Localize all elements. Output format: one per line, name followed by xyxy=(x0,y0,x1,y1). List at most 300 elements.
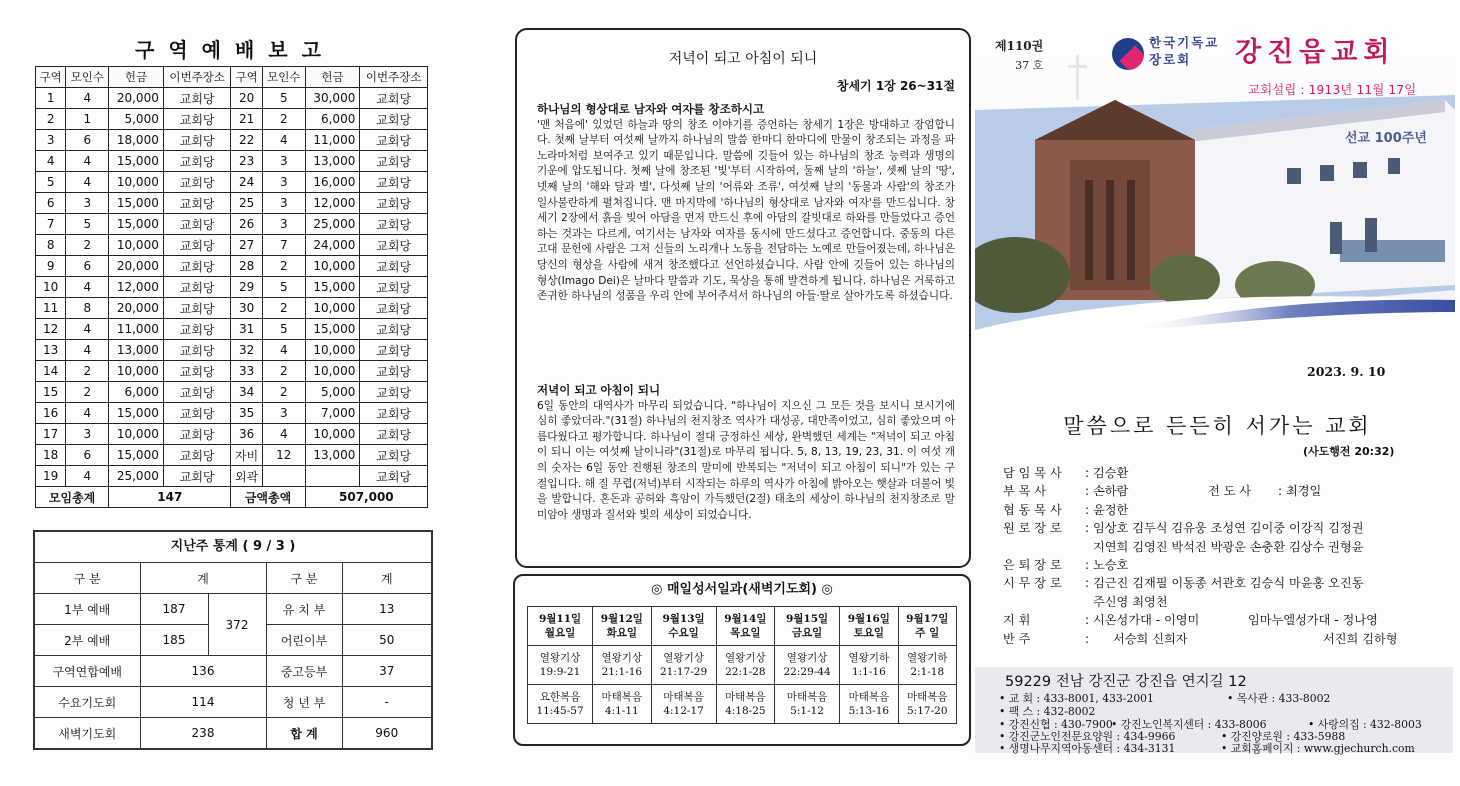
reading-date-cell xyxy=(840,607,898,646)
table-row xyxy=(36,172,428,193)
amount-label: 금액총액 xyxy=(231,487,305,508)
table-cell: 3 xyxy=(262,151,305,172)
table-cell: 5 xyxy=(66,214,109,235)
fax: • 팩 스 : 432-8002 xyxy=(999,705,1096,718)
district-report-title: 구역예배보고 xyxy=(135,38,335,62)
staff-role: 지 휘 xyxy=(1003,613,1031,628)
table-cell xyxy=(262,466,305,487)
header-place: 이번주장소 xyxy=(360,67,428,88)
reading-nt-cell-top: 마태복음 xyxy=(906,691,948,703)
table-cell: 교회당 xyxy=(360,235,428,256)
reading-nt-cell-bottom: 5:17-20 xyxy=(907,705,948,717)
reading-date-cell-bottom: 목요일 xyxy=(730,627,761,639)
header-place: 이번주장소 xyxy=(163,67,231,88)
table-cell: 4 xyxy=(66,172,109,193)
sermon-section-2 xyxy=(537,383,955,523)
table-cell: 10,000 xyxy=(109,235,164,256)
contact-info xyxy=(975,667,1453,753)
table-cell: 2 xyxy=(262,109,305,130)
table-cell: 18,000 xyxy=(109,130,164,151)
staff-names: 임마누엘성가대 - 정나영 xyxy=(1248,613,1378,628)
staff-list xyxy=(1003,464,1453,648)
header-district: 구역 xyxy=(36,67,66,88)
staff-names xyxy=(1093,519,1453,556)
table-row xyxy=(36,151,428,172)
table-cell: 자비 xyxy=(231,445,262,466)
table-cell: 4 xyxy=(66,277,109,298)
table-cell: 2 xyxy=(66,361,109,382)
staff-names: 윤정한 xyxy=(1093,502,1129,517)
table-cell: 15,000 xyxy=(305,277,360,298)
stats-col-total: 계 xyxy=(140,563,266,594)
table-cell: 5 xyxy=(262,319,305,340)
stats-total-value: 960 xyxy=(342,718,431,749)
table-cell: 교회당 xyxy=(360,214,428,235)
table-cell: 6 xyxy=(66,256,109,277)
table-row xyxy=(36,445,428,466)
reading-ot-cell-bottom: 21:1-16 xyxy=(601,666,643,678)
staff-role: 반 주 xyxy=(1003,631,1031,646)
table-cell: 26 xyxy=(231,214,262,235)
table-cell: 24 xyxy=(231,172,262,193)
sermon-box xyxy=(515,28,971,568)
table-cell: 7 xyxy=(36,214,66,235)
reading-date-cell-top: 9월11일 xyxy=(538,613,582,625)
reading-ot-cell xyxy=(840,646,898,685)
table-cell: 2 xyxy=(262,298,305,319)
table-cell: 6 xyxy=(36,193,66,214)
stats-col-total: 계 xyxy=(342,563,431,594)
table-row xyxy=(36,193,428,214)
reading-date-cell xyxy=(775,607,840,646)
stats-label: 1부 예배 xyxy=(35,594,140,625)
table-cell: 12,000 xyxy=(305,193,360,214)
table-cell: 16 xyxy=(36,403,66,424)
sermon-title: 저녁이 되고 아침이 되니 xyxy=(668,51,818,67)
table-cell: 15,000 xyxy=(305,319,360,340)
table-cell: 교회당 xyxy=(360,361,428,382)
table-cell: 4 xyxy=(66,151,109,172)
table-cell: 6 xyxy=(66,445,109,466)
staff-names: 노승호 xyxy=(1093,558,1129,573)
table-cell: 10,000 xyxy=(305,298,360,319)
table-cell: 8 xyxy=(36,235,66,256)
table-cell: 13,000 xyxy=(305,151,360,172)
reading-nt-cell xyxy=(651,685,716,724)
reading-nt-cell-top: 마태복음 xyxy=(786,691,828,703)
table-cell xyxy=(305,466,360,487)
staff-role: 시 무 장 로 xyxy=(1003,576,1062,591)
reading-ot-cell xyxy=(651,646,716,685)
motto-verse: (사도행전 20:32) xyxy=(1303,445,1395,458)
reading-nt-cell-bottom: 4:18-25 xyxy=(725,705,766,717)
reading-nt-cell-bottom: 5:1-12 xyxy=(790,705,824,717)
table-cell: 3 xyxy=(66,193,109,214)
table-cell: 3 xyxy=(66,424,109,445)
table-cell: 4 xyxy=(262,424,305,445)
table-cell: 29 xyxy=(231,277,262,298)
homepage: • 교회홈페이지 : www.gjechurch.com xyxy=(1221,742,1415,755)
table-cell: 10,000 xyxy=(109,361,164,382)
sermon-panel xyxy=(470,0,970,786)
table-cell: 10,000 xyxy=(109,424,164,445)
table-cell: 4 xyxy=(66,319,109,340)
reading-date-cell xyxy=(651,607,716,646)
table-cell: 교회당 xyxy=(163,340,231,361)
reading-nt-cell-bottom: 5:13-16 xyxy=(848,705,890,717)
reading-date-cell-top: 9월17일 xyxy=(906,613,949,625)
table-cell: 16,000 xyxy=(305,172,360,193)
table-cell: 5 xyxy=(36,172,66,193)
table-cell: 교회당 xyxy=(360,130,428,151)
reading-row-1 xyxy=(528,646,957,685)
staff-names: 서진희 김하형 xyxy=(1323,631,1398,646)
staff-names: 최경일 xyxy=(1286,484,1322,499)
table-cell: 교회당 xyxy=(360,382,428,403)
table-cell: 교회당 xyxy=(163,130,231,151)
table-cell: 교회당 xyxy=(360,172,428,193)
table-cell: 9 xyxy=(36,256,66,277)
reading-nt-cell-top: 마태복음 xyxy=(725,691,766,703)
reading-date-cell xyxy=(898,607,956,646)
welfare-center-tel: • 강진노인복지센터 : 433-8006 xyxy=(1111,718,1267,731)
reading-ot-cell-bottom: 22:29-44 xyxy=(783,666,831,678)
stats-value: - xyxy=(342,687,431,718)
table-cell: 2 xyxy=(262,361,305,382)
church-name: 강진읍교회 xyxy=(1235,37,1396,68)
stats-label: 청 년 부 xyxy=(266,687,342,718)
section-body: '맨 처음에' 있었던 하늘과 땅의 창조 이야기를 증언하는 창세기 1장은 방대하고 장엄합니다. 첫째 날부터 여섯째 날까지 하나님의 말씀 한마디 한마디에 만물이 창조되는 과정을 파노라마처럼 보여주고 있기 때문입니다. 말씀에 깃들어 있는 하나님의 창조 능력과 생명의 기운에 압도됩니다. 첫째 날에 창조된 '빛'부터 시작하여, 둘째 날의 '하늘', 셋째 날의 '땅', 넷째 날의 '해와 달과 별', 다섯째 날의 '어류와 조류', 여섯째 날의 '동물과 사람'의 창조가 일사불란하게 펼쳐집니다. 맨 마지막에 '하나님의 형상대로 남자와 여자'를 만드십니다. 창세기 2장에서 흙을 빚어 아담을 먼저 만드신 후에 아담의 갈빗대로 하와를 만들었다고 증언하는 것과는 다르게, 여기서는 남자와 여자를 동시에 만드셨다고 증언합니다. 중동의 다른 고대 문헌에 사람은 그저 신들의 노리개나 노동을 전담하는 노예로 만들어졌는데, 하나님은 당신의 형상을 사람에 새겨 창조했다고 선언하셨습니다. 사람 안에 깃들어 있는 하나님의 형상(Imago Dei)은 날마다 말씀과 기도, 묵상을 통해 발견하게 됩니다. 하나님은 거룩하고 존귀한 하나님의 성품을 우리 안에 부어주셔서 하나님의 아들·딸로 살아가도록 하셨습니다. xyxy=(537,118,955,303)
table-cell: 19 xyxy=(36,466,66,487)
table-cell: 3 xyxy=(262,214,305,235)
table-row xyxy=(36,235,428,256)
nursing-home-tel: • 강진군노인전문요양원 : 434-9966 xyxy=(999,730,1176,743)
stats-label: 유 치 부 xyxy=(266,594,342,625)
table-cell: 교회당 xyxy=(360,109,428,130)
section-body: 6일 동안의 대역사가 마무리 되었습니다. "하나님이 지으신 그 모든 것을 보시니 보시기에 심히 좋았더라."(31절) 하나님의 천지창조 역사가 대성공, 대만족이었고, 심히 좋았으며 아름다웠다고 평가합니다. 하나님이 절대 긍정하신 세상, 완벽했던 세계는 "저녁이 되고 아침이 되니 이는 여섯째 날이니라"(31절)로 마무리 됩니다. 5, 8, 13, 19, 23, 31. 이 여섯 개의 숫자는 6일 동안 진행된 창조의 말미에 반복되는 "저녁이 되고 아침이 되니"가 있는 구절입니다. 해 질 무렵(저녁)부터 시작되는 하루의 역사가 아침에 밝아오는 햇살과 더불어 빛을 발합니다. 혼돈과 공허와 흑암이 가득했던(2절) 태초의 세상이 하나님의 천지창조로 말미암아 생명과 질서와 빛의 세상이 되었습니다. xyxy=(537,399,955,521)
total-row xyxy=(36,487,428,508)
reading-date-cell-bottom: 주 일 xyxy=(915,627,940,639)
stats-title: 지난주 통계 ( 9 / 3 ) xyxy=(35,532,431,563)
stats-total-label: 합 계 xyxy=(266,718,342,749)
reading-ot-cell xyxy=(898,646,956,685)
reading-date-cell xyxy=(528,607,593,646)
table-row xyxy=(36,256,428,277)
table-cell: 20,000 xyxy=(109,256,164,277)
table-cell: 7,000 xyxy=(305,403,360,424)
table-cell: 교회당 xyxy=(163,424,231,445)
reading-date-cell-bottom: 수요일 xyxy=(668,627,699,639)
table-cell: 교회당 xyxy=(163,298,231,319)
table-row xyxy=(36,466,428,487)
staff-names: 김승환 xyxy=(1093,466,1129,480)
denomination-line-1: 한국기독교 xyxy=(1149,35,1220,50)
table-cell: 5 xyxy=(262,277,305,298)
stats-label: 어린이부 xyxy=(266,625,342,656)
reading-nt-cell-top: 마태복음 xyxy=(663,691,704,703)
table-cell: 15,000 xyxy=(109,193,164,214)
table-cell: 교회당 xyxy=(360,466,428,487)
table-row xyxy=(36,361,428,382)
reading-date-cell-top: 9월16일 xyxy=(847,613,890,625)
table-cell: 12 xyxy=(262,445,305,466)
table-cell: 교회당 xyxy=(163,319,231,340)
section-heading: 저녁이 되고 아침이 되니 xyxy=(537,383,661,397)
table-cell: 24,000 xyxy=(305,235,360,256)
reading-date-cell-top: 9월13일 xyxy=(662,613,705,625)
staff-row: 원 로 장 로 : 임상호 김두식 김유웅 조성연 김이중 이강직 김정권 지연희 김영진 박석진 박광운 손충환 김상수 권형윤 xyxy=(1003,519,1453,556)
reading-ot-cell-bottom: 19:9-21 xyxy=(539,666,581,678)
reading-date-cell-bottom: 화요일 xyxy=(606,627,638,639)
table-cell: 22 xyxy=(231,130,262,151)
table-cell: 32 xyxy=(231,340,262,361)
stats-value: 136 xyxy=(140,656,266,687)
staff-row: 시 무 장 로 : 김근진 김재필 이동종 서관호 김승식 마윤홍 오진동 주신영 최영천 xyxy=(1003,574,1453,611)
table-row xyxy=(36,298,428,319)
stats-label: 구역연합예배 xyxy=(35,656,140,687)
table-cell: 23 xyxy=(231,151,262,172)
header-offering: 헌금 xyxy=(109,67,164,88)
district-report-table xyxy=(35,66,428,508)
table-cell: 10,000 xyxy=(305,361,360,382)
table-cell: 10,000 xyxy=(305,256,360,277)
cover xyxy=(975,0,1460,400)
staff-role: 은 퇴 장 로 xyxy=(1003,558,1062,573)
table-cell: 2 xyxy=(36,109,66,130)
reading-ot-cell-top: 열왕기상 xyxy=(786,652,828,664)
reading-ot-cell-bottom: 1:1-16 xyxy=(851,666,886,678)
volume-info xyxy=(995,36,1043,76)
table-cell: 3 xyxy=(262,403,305,424)
header-attendance: 모인수 xyxy=(262,67,305,88)
table-cell: 교회당 xyxy=(163,403,231,424)
table-cell: 20 xyxy=(231,88,262,109)
table-cell: 5 xyxy=(262,88,305,109)
table-cell: 6,000 xyxy=(109,382,164,403)
table-cell: 교회당 xyxy=(360,256,428,277)
table-cell: 27 xyxy=(231,235,262,256)
table-cell: 교회당 xyxy=(360,298,428,319)
stats-value: 238 xyxy=(140,718,266,749)
table-cell: 1 xyxy=(66,109,109,130)
table-cell: 15,000 xyxy=(109,214,164,235)
table-cell: 2 xyxy=(66,235,109,256)
reading-ot-cell xyxy=(593,646,651,685)
table-cell: 교회당 xyxy=(163,361,231,382)
table-cell: 15,000 xyxy=(109,151,164,172)
staff-row: 지 휘 : 시온성가대 - 이영미 임마누엘성가대 - 정나영 xyxy=(1003,611,1453,629)
staff-names: 시온성가대 - 이영미 xyxy=(1093,613,1200,628)
table-cell: 2 xyxy=(66,382,109,403)
credit-union-tel: • 강진신협 : 430-7900 xyxy=(999,718,1113,731)
staff-row: 부 목 사 : 손하람 전 도 사 : 최경일 xyxy=(1003,482,1453,500)
table-row xyxy=(36,382,428,403)
stats-label: 중고등부 xyxy=(266,656,342,687)
staff-names: 서승희 신희자 xyxy=(1113,631,1188,646)
total-label: 모임총계 xyxy=(36,487,109,508)
table-cell: 21 xyxy=(231,109,262,130)
reading-nt-cell xyxy=(528,685,593,724)
table-cell: 36 xyxy=(231,424,262,445)
staff-row: 반 주 : 서승희 신희자 서진희 김하형 xyxy=(1003,630,1453,648)
denomination xyxy=(1149,34,1219,68)
anniversary-banner: 선교 100주년 xyxy=(1345,131,1427,146)
table-cell: 5,000 xyxy=(305,382,360,403)
reading-date-cell xyxy=(593,607,651,646)
childcare-tel: • 생명나무지역아동센터 : 434-3131 xyxy=(999,742,1176,755)
staff-role: 전 도 사 xyxy=(1208,484,1252,499)
table-cell: 13 xyxy=(36,340,66,361)
last-week-stats xyxy=(33,530,433,750)
church-motto: 말씀으로 든든히 서가는 교회 xyxy=(1063,414,1372,438)
staff-role: 부 목 사 xyxy=(1003,484,1047,499)
staff-names: 손하람 xyxy=(1093,484,1129,499)
church-tel: • 교 회 : 433-8001, 433-2001 xyxy=(999,692,1154,705)
reading-date-cell xyxy=(716,607,774,646)
table-cell: 34 xyxy=(231,382,262,403)
table-cell: 11,000 xyxy=(305,130,360,151)
table-cell: 교회당 xyxy=(360,319,428,340)
staff-role: 담 임 목 사 xyxy=(1003,466,1062,480)
stats-value: 187 xyxy=(140,594,208,625)
table-cell: 4 xyxy=(262,340,305,361)
stats-value: 50 xyxy=(342,625,431,656)
table-cell: 15,000 xyxy=(109,445,164,466)
stats-value: 114 xyxy=(140,687,266,718)
reading-ot-cell-top: 열왕기상 xyxy=(663,652,704,664)
reading-ot-cell xyxy=(716,646,774,685)
table-cell: 31 xyxy=(231,319,262,340)
reading-date-cell-top: 9월15일 xyxy=(785,613,829,625)
reading-nt-cell xyxy=(716,685,774,724)
reading-nt-cell-bottom: 4:1-11 xyxy=(604,705,639,717)
reading-ot-cell-bottom: 2:1-18 xyxy=(910,666,945,678)
stats-label: 2부 예배 xyxy=(35,625,140,656)
table-cell: 교회당 xyxy=(360,340,428,361)
table-cell: 7 xyxy=(262,235,305,256)
table-cell: 12 xyxy=(36,319,66,340)
staff-names-line: 김근진 김재필 이동종 서관호 김승식 마윤홍 오진동 xyxy=(1093,576,1364,591)
table-cell: 25,000 xyxy=(305,214,360,235)
table-cell: 18 xyxy=(36,445,66,466)
table-cell: 15 xyxy=(36,382,66,403)
table-cell: 교회당 xyxy=(163,382,231,403)
reading-nt-cell xyxy=(775,685,840,724)
church-logo-icon xyxy=(1112,38,1144,70)
table-cell: 6,000 xyxy=(305,109,360,130)
reading-date-cell-top: 9월14일 xyxy=(724,613,767,625)
founded-date: 교회설립 : 1913년 11월 17일 xyxy=(1248,82,1417,97)
table-cell: 외곽 xyxy=(231,466,262,487)
stats-worship-sum: 372 xyxy=(208,594,266,656)
table-cell: 교회당 xyxy=(163,235,231,256)
table-row xyxy=(36,277,428,298)
table-cell: 14 xyxy=(36,361,66,382)
table-cell: 4 xyxy=(262,130,305,151)
table-cell: 5,000 xyxy=(109,109,164,130)
header-district: 구역 xyxy=(231,67,262,88)
yangrowon-tel: • 강진양로원 : 433-5988 xyxy=(1221,730,1346,743)
table-cell: 10,000 xyxy=(109,172,164,193)
staff-names-line: 지연희 김영진 박석진 박광운 손충환 김상수 권형윤 xyxy=(1093,539,1364,554)
table-cell: 교회당 xyxy=(163,172,231,193)
table-row xyxy=(36,340,428,361)
stats-value: 37 xyxy=(342,656,431,687)
love-house-tel: • 사랑의집 : 432-8003 xyxy=(1308,718,1422,731)
reading-ot-cell-top: 열왕기상 xyxy=(601,652,643,664)
bulletin-date: 2023. 9. 10 xyxy=(1307,364,1386,379)
stats-value: 185 xyxy=(140,625,208,656)
manse-tel: • 목사관 : 433-8002 xyxy=(1227,692,1331,705)
section-heading: 하나님의 형상대로 남자와 여자를 창조하시고 xyxy=(537,102,765,116)
table-row xyxy=(36,319,428,340)
table-cell: 2 xyxy=(262,256,305,277)
reading-row-2 xyxy=(528,685,957,724)
table-header-row xyxy=(36,67,428,88)
table-cell: 17 xyxy=(36,424,66,445)
stats-col-label: 구 분 xyxy=(35,563,140,594)
staff-names-line: 임상호 김두식 김유웅 조성연 김이중 이강직 김정권 xyxy=(1093,521,1364,536)
district-report-panel xyxy=(0,0,470,786)
daily-reading-title: ◎ 매일성서일과(새벽기도회) ◎ xyxy=(651,582,833,597)
stats-label: 수요기도회 xyxy=(35,687,140,718)
staff-names-line: 주신영 최영천 xyxy=(1093,594,1168,609)
table-cell: 4 xyxy=(66,403,109,424)
table-cell: 10 xyxy=(36,277,66,298)
table-cell: 3 xyxy=(36,130,66,151)
table-row xyxy=(36,403,428,424)
reading-ot-cell-bottom: 22:1-28 xyxy=(725,666,766,678)
table-cell: 13,000 xyxy=(305,445,360,466)
table-cell: 교회당 xyxy=(163,151,231,172)
amount-value: 507,000 xyxy=(305,487,427,508)
table-row xyxy=(36,214,428,235)
sermon-section-1 xyxy=(537,102,955,305)
reading-nt-cell xyxy=(840,685,898,724)
table-cell: 25,000 xyxy=(109,466,164,487)
staff-row: 협 동 목 사 : 윤정한 xyxy=(1003,501,1453,519)
reading-nt-cell-top: 마태복음 xyxy=(601,691,643,703)
reading-ot-cell-top: 열왕기상 xyxy=(539,652,581,664)
table-cell: 33 xyxy=(231,361,262,382)
staff-row: 담 임 목 사 : 김승환 xyxy=(1003,464,1453,482)
table-cell: 20,000 xyxy=(109,298,164,319)
table-cell: 교회당 xyxy=(163,466,231,487)
table-cell: 교회당 xyxy=(360,151,428,172)
table-cell: 교회당 xyxy=(163,193,231,214)
table-cell: 교회당 xyxy=(360,424,428,445)
stats-value: 13 xyxy=(342,594,431,625)
table-row xyxy=(36,109,428,130)
reading-date-cell-bottom: 토요일 xyxy=(853,627,885,639)
reading-ot-cell-top: 열왕기하 xyxy=(848,652,890,664)
church-address: 59229 전남 강진군 강진읍 연지길 12 xyxy=(1005,674,1247,690)
table-cell: 교회당 xyxy=(163,109,231,130)
table-cell: 4 xyxy=(66,340,109,361)
reading-nt-cell-bottom: 11:45-57 xyxy=(536,705,584,717)
cover-panel xyxy=(975,0,1460,786)
total-value: 147 xyxy=(109,487,231,508)
table-cell: 교회당 xyxy=(360,277,428,298)
stats-label: 새벽기도회 xyxy=(35,718,140,749)
header-offering: 헌금 xyxy=(305,67,360,88)
reading-date-cell-top: 9월12일 xyxy=(600,613,643,625)
table-cell: 30 xyxy=(231,298,262,319)
sermon-reference: 창세기 1장 26~31절 xyxy=(836,79,955,93)
table-cell: 20,000 xyxy=(109,88,164,109)
table-cell: 4 xyxy=(66,88,109,109)
reading-ot-cell xyxy=(528,646,593,685)
